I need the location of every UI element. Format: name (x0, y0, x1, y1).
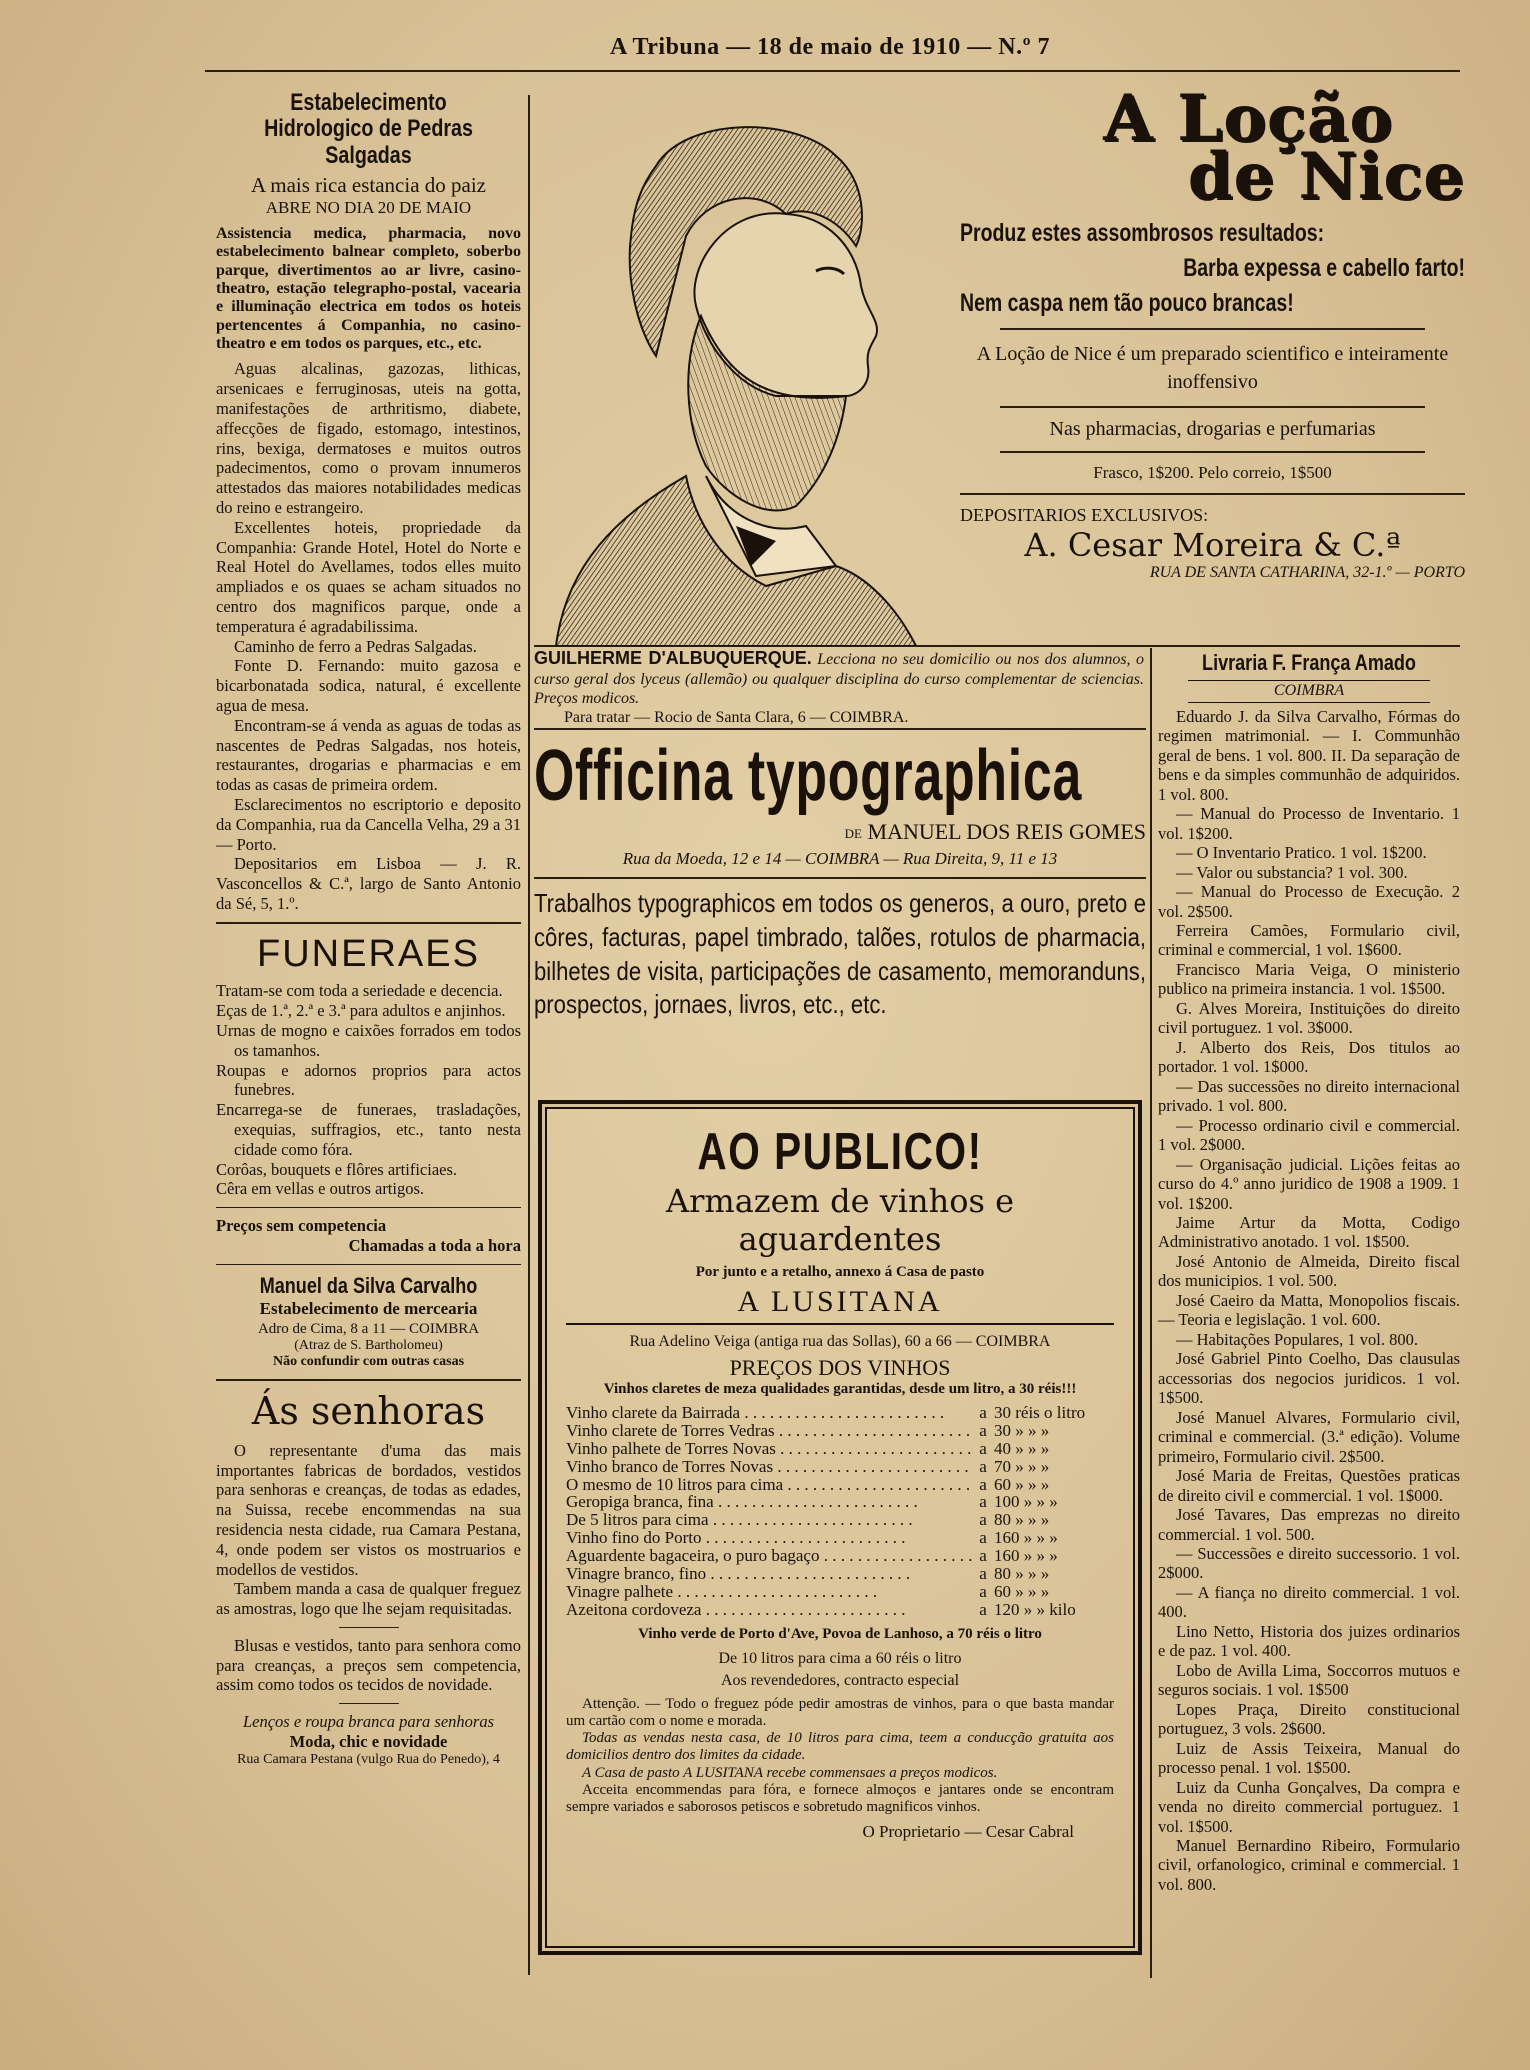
livraria-entry: — Processo ordinario civil e commercial. 1 vol. 2$000. (1158, 1115, 1460, 1155)
wine-row (566, 1511, 1114, 1529)
wine-row (566, 1404, 1114, 1422)
left-column (216, 90, 521, 1769)
wine-name: Azeitona cordoveza . . . (566, 1601, 972, 1619)
wine-a: a (979, 1546, 987, 1565)
officina-rule (534, 877, 1146, 879)
wine-a: a (979, 1510, 987, 1530)
portrait-engraving (536, 96, 956, 646)
officina-title: Officina typographica (534, 736, 1082, 816)
estab-paragraph: Encontram-se á venda as aguas de todas as nascentes de Pedras Salgadas, nos hoteis, restaurantes, drogarias e pharmacias e em todas as casas de primeira ordem. (216, 715, 521, 795)
locao-nem: Nem caspa nem tão pouco brancas! (960, 289, 1294, 318)
livraria-entry: G. Alves Moreira, Instituições do direito civil portuguez. 1 vol. 3$000. (1158, 998, 1460, 1038)
senhoras-paragraph: Blusas e vestidos, tanto para senhora como para creanças, a preços sem competencia, assim como todos os tecidos de novidade. (216, 1635, 521, 1695)
wine-row (566, 1583, 1114, 1601)
estab-opening: ABRE NO DIA 20 DE MAIO (265, 198, 472, 218)
livraria-entry: José Antonio de Almeida, Direito fiscal dos municipios. 1 vol. 500. (1158, 1251, 1460, 1291)
guilherme-tratar: Para tratar — Rocio de Santa Clara, 6 — COIMBRA. (564, 708, 909, 726)
wine-price: 30 réis o litro (994, 1403, 1086, 1423)
wine-row (566, 1547, 1114, 1565)
senhoras-rua: Rua Camara Pestana (vulgo Rua do Penedo), 4 (237, 1751, 500, 1767)
livraria-entry: Luiz de Assis Teixeira, Manual do processo penal. 1 vol. 1$500. (1158, 1738, 1460, 1778)
right-column-rule (1150, 648, 1152, 1978)
livraria-entry: — Das successões no direito internacional privado. 1 vol. 800. (1158, 1076, 1460, 1116)
funeraes-atraz: (Atraz de S. Bartholomeu) (294, 1337, 443, 1353)
wine-price: 100 » » » (994, 1492, 1058, 1512)
locao-rule (1000, 451, 1425, 453)
wine-a: a (979, 1528, 987, 1548)
officina-owner-line (534, 819, 1146, 845)
wine-row (566, 1529, 1114, 1547)
ao-publico-revend: Aos revendedores, contracto especial (720, 1671, 960, 1689)
locao-title-line2: de Nice (1187, 138, 1465, 214)
funeraes-chamadas: Chamadas a toda a hora (348, 1235, 521, 1255)
wine-name: Aguardente bagaceira, o puro bagaço . . . (566, 1547, 972, 1565)
livraria-entry: José Tavares, Das emprezas no direito commercial. 1 vol. 500. (1158, 1505, 1460, 1544)
wine-price: 70 » » » (994, 1456, 1050, 1476)
locao-rule (1000, 406, 1425, 408)
wine-price: 160 » » » (994, 1528, 1058, 1548)
estab-subtitle: A mais rica estancia do paiz (251, 173, 486, 198)
ao-publico-todas: Todas as vendas nesta casa, de 10 litros para cima, teem a conducção gratuita aos domicilios dentro dos limites da cidade. (566, 1730, 1114, 1764)
wine-name: Vinagre palhete . . . (566, 1583, 972, 1601)
wine-price: 60 » » » (994, 1581, 1050, 1601)
section-divider (216, 922, 521, 924)
livraria-entry: — Manual do Processo de Inventario. 1 vol. 1$200. (1158, 804, 1460, 843)
locao-rule (960, 493, 1465, 495)
locao-frasco: Frasco, 1$200. Pelo correio, 1$500 (1093, 463, 1332, 483)
funeraes-item: Corôas, bouquets e flôres artificiaes. (216, 1159, 458, 1179)
wine-name: Vinho fino do Porto . . . (566, 1529, 972, 1547)
ao-publico-subtitle: Armazem de vinhos e aguardentes (665, 1182, 1015, 1258)
livraria-entry: Jaime Artur da Motta, Codigo Administrativo anotado. 1 vol. 1$500. (1158, 1213, 1460, 1252)
section-divider (216, 1264, 521, 1265)
livraria-entry: J. Alberto dos Reis, Dos titulos ao portador. 1 vol. 1$000. (1158, 1037, 1460, 1077)
wine-name: Vinho clarete de Torres Vedras . . . (566, 1422, 972, 1440)
ao-publico-precos: PREÇOS DOS VINHOS (729, 1355, 951, 1380)
wine-row (566, 1601, 1114, 1619)
page-header: A Tribuna — 18 de maio de 1910 — N.º 7 (609, 34, 1051, 60)
left-column-rule (528, 95, 530, 1975)
locao-barba: Barba expessa e cabello farto! (1183, 254, 1465, 283)
wine-row (566, 1440, 1114, 1458)
funeraes-title: FUNERAES (257, 932, 480, 975)
locao-pharmacias: Nas pharmacias, drogarias e perfumarias (1049, 418, 1376, 441)
wine-a: a (979, 1492, 987, 1512)
livraria-entry: Lopes Praça, Direito constitucional portuguez, 3 vols. 2$600. (1158, 1699, 1460, 1739)
livraria-entry: Lobo de Avilla Lima, Soccorros mutuos e seguros sociais. 1 vol. 1$500 (1158, 1660, 1460, 1700)
livraria-entry: — Successões e direito successorio. 1 vol. 2$000. (1158, 1543, 1460, 1583)
ao-publico-casa: A Casa de pasto A LUSITANA recebe commensaes a preços modicos. (582, 1764, 998, 1781)
wine-a: a (979, 1438, 987, 1458)
ao-publico-de10: De 10 litros para cima a 60 réis o litro (718, 1649, 962, 1667)
livraria-list (1158, 707, 1460, 1895)
guilherme-advert (534, 648, 1144, 727)
ao-publico-atencao: Attenção. — Todo o freguez póde pedir amostras de vinhos, para o que basta mandar um cartão com o nome e morada. (566, 1695, 1114, 1729)
wine-a: a (979, 1456, 987, 1476)
livraria-entry: — Organisação judicial. Lições feitas ao curso do 4.º anno juridico de 1908 a 1909. 1 vol. 1$200. (1158, 1154, 1460, 1213)
senhoras-paragraph: O representante d'uma das mais importantes fabricas de bordados, vestidos para senhoras e creanças, de todas as edades, na Suissa, recebe encommendas na sua residencia nesta cidade, rua Camara Pestana, 4, onde podem ser vistos os mostruarios e modellos de vestidos. (216, 1440, 521, 1579)
estab-paragraph: Caminho de ferro a Pedras Salgadas. (234, 636, 477, 656)
livraria-entry: — A fiança no direito commercial. 1 vol. 400. (1158, 1582, 1460, 1622)
estab-bold-text: Assistencia medica, pharmacia, novo estabelecimento balnear completo, soberbo parque, divertimentos ao ar livre, casino-theatro, estação telegrapho-postal, vacearia e illuminação electrica em todos os hoteis pertencentes á Companhia, no casino-theatro e em todos os parques, etc., etc. (216, 224, 521, 353)
funeraes-item: Cêra em vellas e outros artigos. (216, 1179, 425, 1199)
estab-paragraph: Aguas alcalinas, gazozas, lithicas, arsenicaes e ferruginosas, uteis na gotta, manifestações de arthritismo, diabete, affecções de figado, estomago, intestinos, rins, bexiga, dermatoses e muitos outros padecimentos, como o provam innumeros attestados das maiores notabilidades medicas do reino e estrangeiro. (216, 359, 521, 518)
livraria-entry: Lino Netto, Historia dos juizes ordinarios e de paz. 1 vol. 400. (1158, 1621, 1460, 1661)
funeraes-item: Urnas de mogno e caixões forrados em todos os tamanhos. (216, 1020, 521, 1060)
wine-price: 120 » » kilo (994, 1599, 1076, 1619)
livraria-entry: Ferreira Camões, Formulario civil, criminal e commercial, 1 vol. 1$600. (1158, 920, 1460, 960)
wine-price: 80 » » » (994, 1563, 1050, 1583)
livraria-entry: José Gabriel Pinto Coelho, Das clausulas accessorias dos negocios juridicos. 1 vol. 1$500. (1158, 1349, 1460, 1408)
livraria-entry: — Habitações Populares, 1 vol. 800. (1176, 1329, 1418, 1349)
wine-price: 60 » » » (994, 1474, 1050, 1494)
ao-publico-rua: Rua Adelino Veiga (antiga rua das Sollas), 60 a 66 — COIMBRA (629, 1333, 1051, 1350)
section-divider (216, 1207, 521, 1208)
wine-name: O mesmo de 10 litros para cima . . . (566, 1476, 972, 1494)
ao-publico-claretes: Vinhos claretes de meza qualidades garantidas, desde um litro, a 30 réis!!! (603, 1381, 1077, 1397)
wine-row (566, 1476, 1114, 1494)
wine-a: a (979, 1563, 987, 1583)
livraria-entry: Eduardo J. da Silva Carvalho, Fórmas do regimen matrimonial. — I. Communhão geral de bens. 1 vol. 800. II. Da separação de bens e da simples communhão de adquiridos. 1 vol. 800. (1158, 706, 1460, 804)
wine-name: Vinagre branco, fino . . . (566, 1565, 972, 1583)
wine-price-list (566, 1404, 1114, 1618)
wine-price: 160 » » » (994, 1546, 1058, 1565)
section-divider (216, 1379, 521, 1381)
estab-paragraph: Excellentes hoteis, propriedade da Companhia: Grande Hotel, Hotel do Norte e Real Hotel do Avellames, todos elles muito ampliados e os quaes se acham situados no centro dos magnificos parque, onde a temperatura é agradabilissima. (216, 517, 521, 636)
ao-publico-box (538, 1100, 1142, 1955)
wine-a: a (979, 1599, 987, 1619)
ao-publico-junto: Por junto e a retalho, annexo á Casa de pasto (695, 1264, 985, 1280)
header-rule (205, 70, 1460, 72)
livraria-entry: José Manuel Alvares, Formulario civil, criminal e commercial. (3.ª edição). Volume primeiro, Formulario civil. 2$500. (1158, 1407, 1460, 1466)
wine-name: De 5 litros para cima . . . (566, 1511, 972, 1529)
locao-produz: Produz estes assombrosos resultados: (960, 219, 1325, 248)
locao-title (960, 81, 1465, 214)
livraria-entry: — Manual do Processo de Execução. 2 vol. 2$500. (1158, 882, 1460, 921)
wine-price: 40 » » » (994, 1438, 1050, 1458)
officina-text: Trabalhos typographicos em todos os generos, a ouro, preto e côres, facturas, papel timbrado, talões, rotulos de pharmacia, bilhetes de visita, participações de casamento, memoranduns, prospectos, jornaes, livros, etc., etc. (534, 888, 1146, 1020)
senhoras-moda: Moda, chic e novidade (289, 1732, 448, 1752)
funeraes-name: Manuel da Silva Carvalho (259, 1272, 478, 1298)
wine-name: Vinho palhete de Torres Novas . . . (566, 1440, 972, 1458)
wine-row (566, 1493, 1114, 1511)
locao-preparado: A Loção de Nice é um preparado scientifico e inteiramente inoffensivo (976, 343, 1449, 394)
locao-title-line1: A Loção (1103, 81, 1393, 156)
short-divider (339, 1627, 399, 1628)
wine-a: a (979, 1421, 987, 1441)
short-divider (339, 1703, 399, 1704)
livraria-city: COIMBRA (1188, 680, 1430, 703)
wine-price: 80 » » » (994, 1510, 1050, 1530)
wine-name: Vinho branco de Torres Novas . . . (566, 1458, 972, 1476)
livraria-entry: — O Inventario Pratico. 1 vol. 1$200. (1176, 843, 1427, 863)
livraria-entry: Francisco Maria Veiga, O ministerio publico na primeira instancia. 1 vol. 1$500. (1158, 959, 1460, 999)
funeraes-precos: Preços sem competencia (216, 1216, 387, 1236)
funeraes-address: Adro de Cima, 8 a 11 — COIMBRA (257, 1320, 480, 1337)
wine-a: a (979, 1403, 987, 1423)
funeraes-item: Tratam-se com toda a seriedade e decencia. (216, 981, 503, 1001)
estab-title: Estabelecimento Hidrologico de Pedras Salgadas (264, 89, 473, 169)
officina-advert (534, 735, 1146, 1022)
livraria-entry: José Caeiro da Matta, Monopolios fiscais. — Teoria e legislação. 1 vol. 600. (1158, 1290, 1460, 1330)
funeraes-item: Roupas e adornos proprios para actos funebres. (216, 1060, 521, 1100)
ao-publico-verde: Vinho verde de Porto d'Ave, Povoa de Lanhoso, a 70 réis o litro (638, 1626, 1042, 1643)
funeraes-nao: Não confundir com outras casas (272, 1354, 465, 1370)
guilherme-text: Lecciona no seu domicilio ou nos dos alumnos, o curso geral dos lyceus (allemão) ou qualquer disciplina do curso complementar de sciencias. Preços modicos. (534, 651, 1144, 707)
senhoras-title: Ás senhoras (251, 1389, 486, 1434)
wine-a: a (979, 1581, 987, 1601)
guilherme-rule (534, 728, 1146, 730)
livraria-entry: — Valor ou substancia? 1 vol. 300. (1176, 862, 1408, 882)
wine-row (566, 1565, 1114, 1583)
funeraes-item: Eças de 1.ª, 2.ª e 3.ª para adultos e anjinhos. (216, 1001, 506, 1021)
locao-rua: RUA DE SANTA CATHARINA, 32-1.º — PORTO (1149, 564, 1465, 582)
guilherme-name: GUILHERME D'ALBUQUERQUE. (534, 648, 812, 668)
locao-cesar: A. Cesar Moreira & C.ª (1024, 526, 1401, 565)
livraria-title: Livraria F. França Amado (1202, 650, 1416, 675)
funeraes-mercearia: Estabelecimento de mercearia (259, 1299, 478, 1319)
livraria-entry: Luiz da Cunha Gonçalves, Da compra e venda no direito commercial portuguez. 1 vol. 1$500. (1158, 1777, 1460, 1836)
locao-depositarios: DEPOSITARIOS EXCLUSIVOS: (960, 505, 1209, 526)
senhoras-lencos: Lenços e roupa branca para senhoras (242, 1712, 494, 1732)
ao-publico-lusitana: A LUSITANA (566, 1285, 1114, 1325)
estab-paragraph: Depositarios em Lisboa — J. R. Vasconcellos & C.ª, largo de Santo Antonio da Sé, 5, 1.º. (216, 854, 521, 913)
wine-row (566, 1422, 1114, 1440)
estab-paragraph: Fonte D. Fernando: muito gazosa e bicarbonatada sodica, natural, é excellente agua de mesa. (216, 656, 521, 716)
officina-de: DE (844, 825, 863, 841)
livraria-entry: José Maria de Freitas, Questões praticas de direito civil e commercial. 1 vol. 1$000. (1158, 1466, 1460, 1505)
senhoras-paragraph: Tambem manda a casa de qualquer freguez as amostras, logo que lhe sejam requisitadas. (216, 1579, 521, 1619)
locao-advert (960, 81, 1465, 582)
officina-owner: MANUEL DOS REIS GOMES (867, 819, 1146, 844)
officina-address: Rua da Moeda, 12 e 14 — COIMBRA — Rua Direita, 9, 11 e 13 (622, 849, 1058, 868)
estab-paragraph: Esclarecimentos no escriptorio e deposito da Companhia, rua da Cancella Velha, 29 a 31 — Porto. (216, 795, 521, 854)
wine-name: Vinho clarete da Bairrada . . . (566, 1404, 972, 1422)
livraria-column (1158, 650, 1460, 1894)
wine-price: 30 » » » (994, 1421, 1050, 1441)
ao-publico-proprietario: O Proprietario — Cesar Cabral (862, 1822, 1074, 1842)
funeraes-item: Encarrega-se de funeraes, trasladações, exequias, suffragios, etc., tanto nesta cidade como fóra. (216, 1100, 521, 1159)
ao-publico-title: AO PUBLICO! (697, 1123, 983, 1181)
wine-a: a (979, 1474, 987, 1494)
wine-row (566, 1458, 1114, 1476)
wine-name: Geropiga branca, fina . . . (566, 1493, 972, 1511)
locao-rule (1000, 328, 1425, 330)
ao-publico-aceita: Acceita encommendas para fóra, e fornece almoços e jantares onde se encontram sempre variados e saborosos petiscos e sobretudo magnificos vinhos. (566, 1781, 1114, 1816)
livraria-entry: Manuel Bernardino Ribeiro, Formulario civil, orfanologico, criminal e commercial. 1 vol. 800. (1158, 1836, 1460, 1894)
